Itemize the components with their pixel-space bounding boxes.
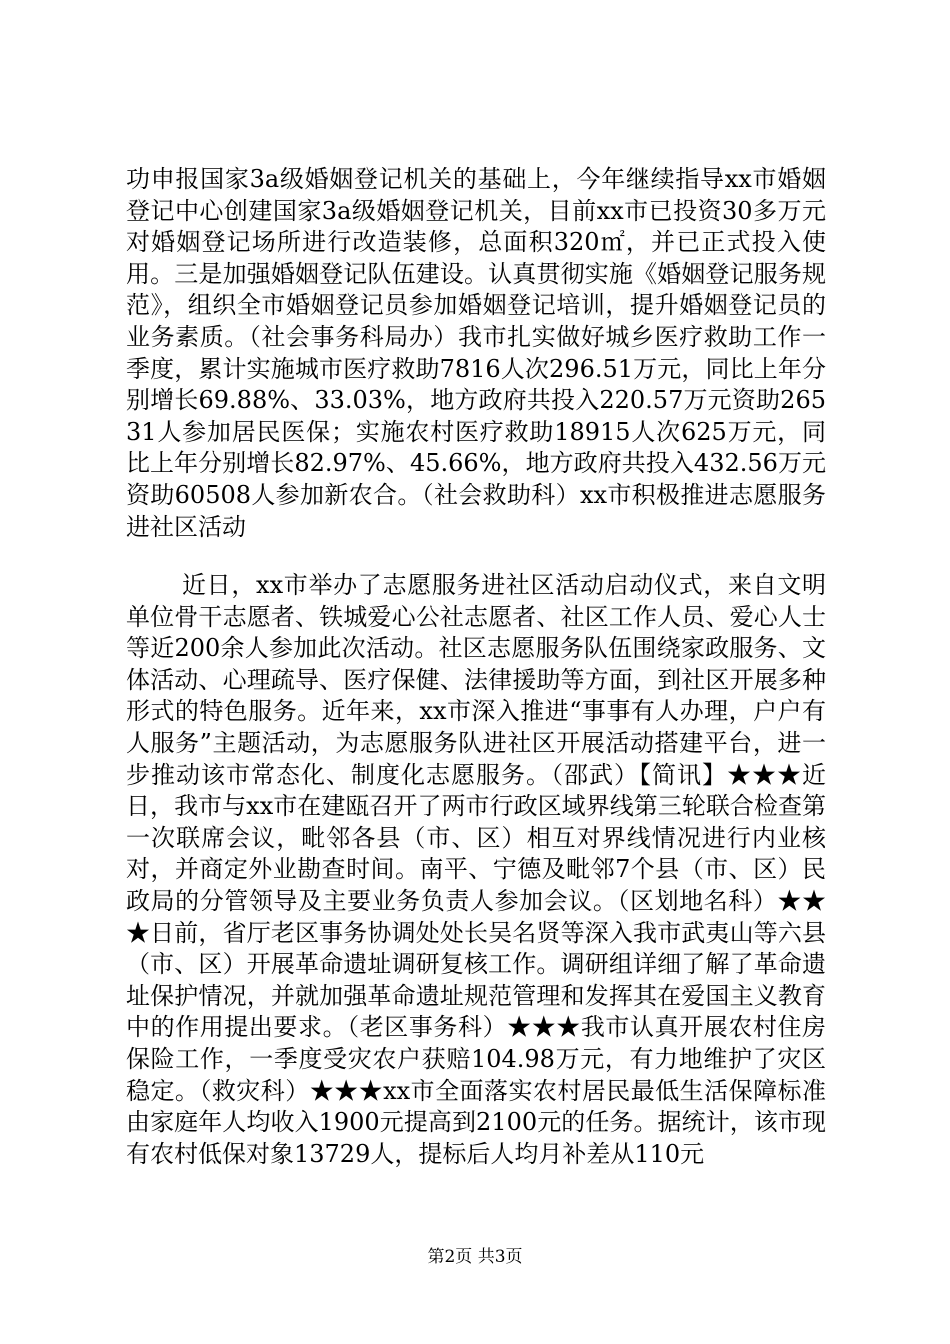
page-footer: 第2页 共3页 [427,1247,523,1267]
body-paragraph-2: 近日，xx市举办了志愿服务进社区活动启动仪式，来自文明单位骨干志愿者、铁城爱心公社志愿者、社区工作人员、爱心人士等近200余人参加此次活动。社区志愿服务队伍围绕家政服务、文体活动、心理疏导、医疗保健、法律援助等方面，到社区开展多种形式的特色服务。近年来，xx市深入推进“事事有人办理，户户有人服务”主题活动，为志愿服务队进社区开展活动搭建平台，进一步推动该市常态化、制度化志愿服务。（邵武）【简讯】★★★近日，我市与xx市在建瓯召开了两市行政区域界线第三轮联合检查第一次联席会议，毗邻各县（市、区）相互对界线情况进行内业核对，并商定外业勘查时间。南平、宁德及毗邻7个县（市、区）民政局的分管领导及主要业务负责人参加会议。（区划地名科）★★★日前，省厅老区事务协调处处长吴名贤等深入我市武夷山等六县（市、区）开展革命遗址调研复核工作。调研组详细了解了革命遗址保护情况，并就加强革命遗址规范管理和发挥其在爱国主义教育中的作用提出要求。（老区事务科）★★★我市认真开展农村住房保险工作，一季度受灾农户获赔104.98万元，有力地维护了灾区稳定。（救灾科）★★★xx市全面落实农村居民最低生活保障标准由家庭年人均收入1900元提高到2100元的任务。据统计，该市现有农村低保对象13729人，提标后人均月补差从110元 [126,571,826,1168]
body-paragraph-1: 功申报国家3a级婚姻登记机关的基础上，今年继续指导xx市婚姻登记中心创建国家3a级婚姻登记机关，目前xx市已投资30多万元对婚姻登记场所进行改造装修，总面积320㎡，并已正式投入使用。三是加强婚姻登记队伍建设。认真贯彻实施《婚姻登记服务规范》，组织全市婚姻登记员参加婚姻登记培训，提升婚姻登记员的业务素质。（社会事务科局办）我市扎实做好城乡医疗救助工作一季度，累计实施城市医疗救助7816人次296.51万元，同比上年分别增长69.88%、33.03%，地方政府共投入220.57万元资助26531人参加居民医保；实施农村医疗救助18915人次625万元，同比上年分别增长82.97%、45.66%，地方政府共投入432.56万元资助60508人参加新农合。（社会救助科）xx市积极推进志愿服务进社区活动 [126,165,826,541]
